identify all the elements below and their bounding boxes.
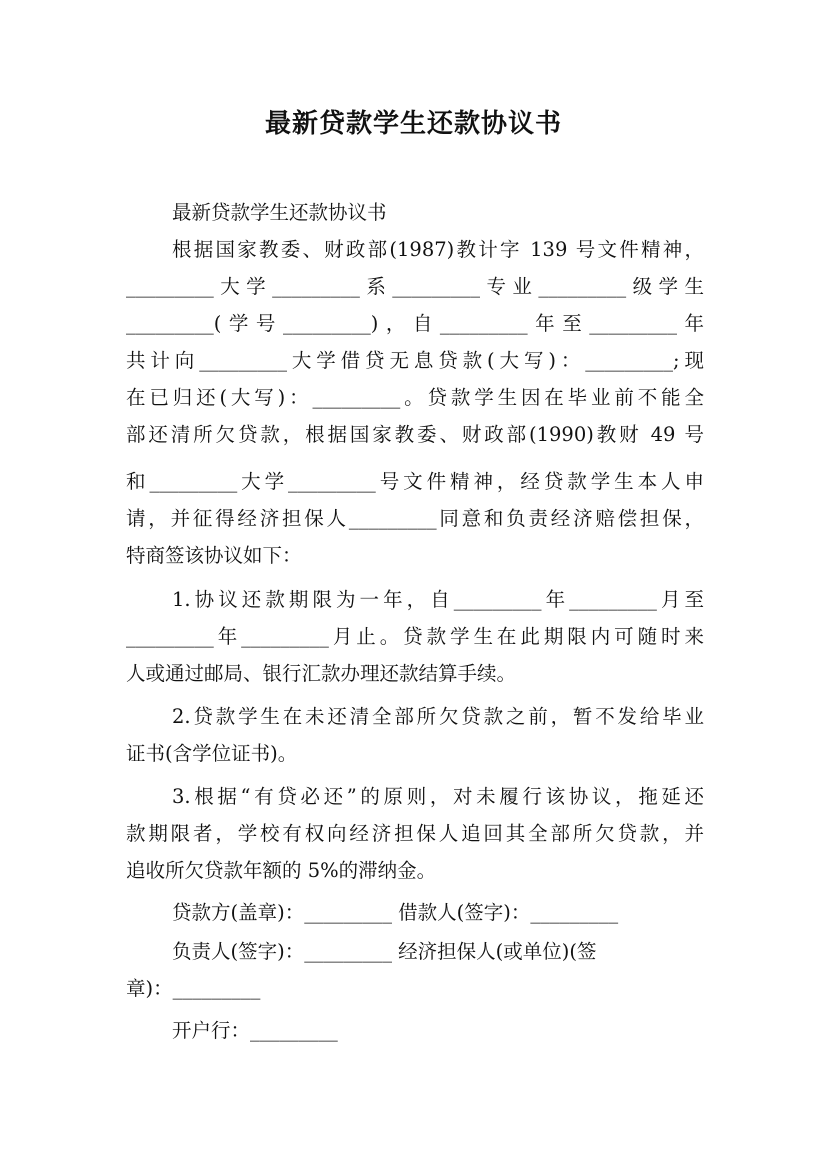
body-line-1: 最新贷款学生还款协议书 (172, 201, 387, 224)
signature-line-2: 负责人(签字)：_________ 经济担保人(或单位)(签 (172, 940, 597, 963)
clause-1-line-3: 人或通过邮局、银行汇款办理还款结算手续。 (126, 662, 517, 685)
clause-2-line-2: 证书(含学位证书)。 (126, 742, 298, 765)
clause-3-line-1: 3.根据“有贷必还”的原则，对未履行该协议，拖延还 (172, 785, 704, 808)
signature-line-1: 贷款方(盖章)：_________ 借款人(签字)：_________ (172, 901, 619, 924)
body-line-7: 部还清所欠贷款，根据国家教委、财政部(1990)教财 49 号 (126, 423, 704, 446)
signature-line-4: 开户行：_________ (172, 1019, 338, 1042)
body-line-4: _________(学号_________)，自_________年至_________年 (126, 312, 704, 335)
clause-3-line-2: 款期限者，学校有权向经济担保人追回其全部所欠贷款，并 (126, 822, 704, 845)
body-line-5: 共计向_________大学借贷无息贷款(大写)：_________;现 (126, 349, 704, 372)
body-line-6: 在已归还(大写)：_________。贷款学生因在毕业前不能全 (126, 386, 704, 409)
body-line-3: _________大学_________系_________专业_________级学生 (126, 275, 704, 298)
signature-line-3: 章)：_________ (126, 977, 261, 1000)
body-line-9: 请，并征得经济担保人_________同意和负责经济赔偿担保， (126, 507, 704, 530)
body-line-2: 根据国家教委、财政部(1987)教计字 139 号文件精神， (172, 238, 704, 261)
clause-3-line-3: 追收所欠贷款年额的 5%的滞纳金。 (126, 859, 437, 882)
clause-1-line-2: _________年_________月止。贷款学生在此期限内可随时来 (126, 625, 704, 648)
document-title: 最新贷款学生还款协议书 (264, 109, 562, 139)
clause-1-line-1: 1.协议还款期限为一年，自_________年_________月至 (172, 588, 704, 611)
clause-2-line-1: 2.贷款学生在未还清全部所欠贷款之前，暂不发给毕业 (172, 705, 704, 728)
body-line-10: 特商签该协议如下： (126, 544, 302, 567)
body-line-8: 和_________大学_________号文件精神，经贷款学生本人申 (126, 470, 704, 493)
